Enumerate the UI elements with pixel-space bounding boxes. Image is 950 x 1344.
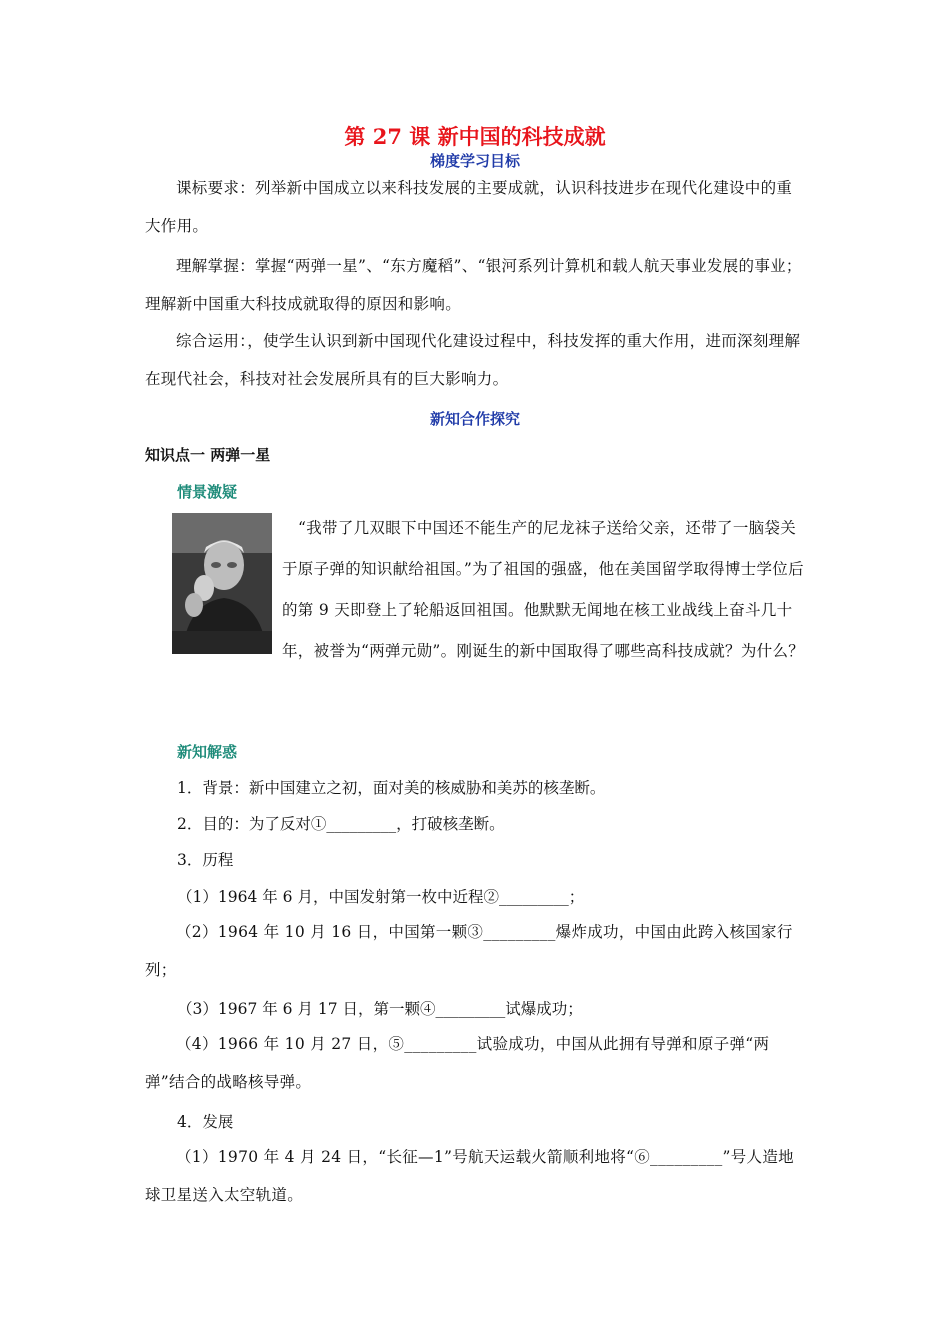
lesson-title: 第 27 课 新中国的科技成就 <box>344 124 606 149</box>
knowledge-point-title: 知识点一 两弹一星 <box>145 446 271 464</box>
item-process-3: （3）1967 年 6 月 17 日，第一颗④_________试爆成功； <box>177 1000 583 1018</box>
item-process-1: （1）1964 年 6 月，中国发射第一枚中近程②_________； <box>177 888 585 906</box>
goal-understand: 理解掌握：掌握“两弹一星”、“东方魔稻”、“银河系列计算机和载人航天事业发展的事业；理解新中国重大科技成就取得的原因和影响。 <box>145 257 802 313</box>
goal-standard: 课标要求：列举新中国成立以来科技发展的主要成就，认识科技进步在现代化建设中的重大作用。 <box>145 179 793 235</box>
item-develop-1: （1）1970 年 4 月 24 日，“长征—1”号航天运载火箭顺利地将“⑥_________”号人造地球卫星送入太空轨道。 <box>145 1148 794 1204</box>
item-background: 1．背景：新中国建立之初，面对美的核威胁和美苏的核垄断。 <box>177 779 606 797</box>
section-heading-explore: 新知合作探究 <box>429 410 520 428</box>
item-process-4: （4）1966 年 10 月 27 日，⑤_________试验成功，中国从此拥有导弹和原子弹“两弹”结合的战略核导弹。 <box>145 1035 770 1091</box>
section-heading-goals: 梯度学习目标 <box>429 152 520 170</box>
scene-story <box>172 508 808 672</box>
explain-heading: 新知解惑 <box>177 743 238 761</box>
goal-apply: 综合运用：，使学生认识到新中国现代化建设过程中，科技发挥的重大作用，进而深刻理解在现代社会，科技对社会发展所具有的巨大影响力。 <box>145 332 801 388</box>
item-process: 3．历程 <box>177 851 234 869</box>
scene-heading: 情景激疑 <box>177 483 238 501</box>
scene-story-text: “我带了几双眼下中国还不能生产的尼龙袜子送给父亲，还带了一脑袋关于原子弹的知识献给祖国。”为了祖国的强盛，他在美国留学取得博士学位后的第 9 天即登上了轮船返回祖国。他默默无闻地在核工业战线上奋斗几十年，被誉为“两弹元勋”。刚诞生的新中国取得了哪些高科技成就？为什么？ <box>282 519 805 660</box>
item-process-2: （2）1964 年 10 月 16 日，中国第一颗③_________爆炸成功，中国由此跨入核国家行列； <box>145 923 793 979</box>
item-develop: 4．发展 <box>177 1113 234 1131</box>
item-purpose: 2．目的：为了反对①_________，打破核垄断。 <box>177 815 505 833</box>
